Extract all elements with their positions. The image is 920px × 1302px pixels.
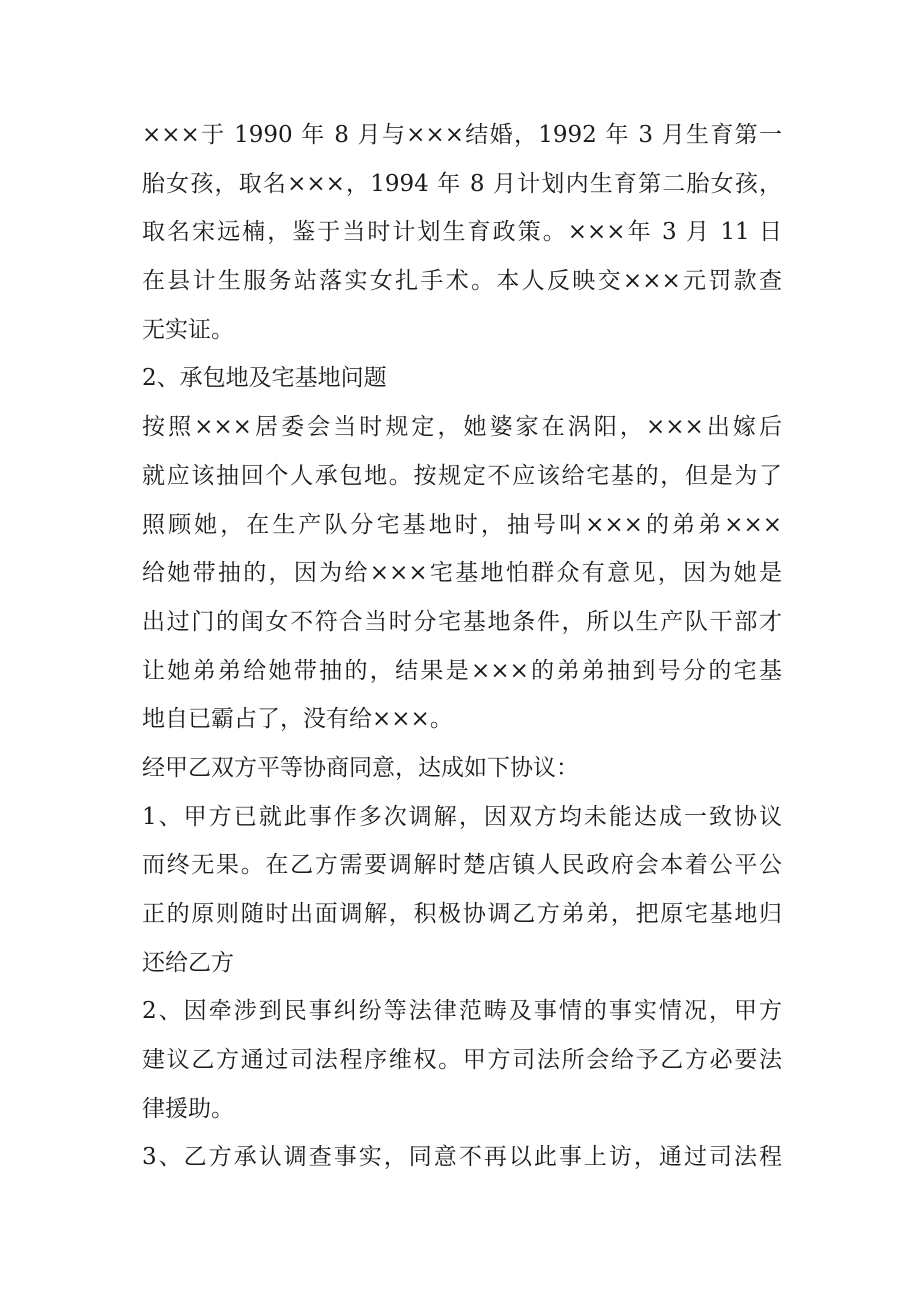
text-line: 律援助。 (142, 1095, 234, 1122)
text-line: 在县计生服务站落实女扎手术。本人反映交×××元罚款查 (142, 268, 782, 295)
text-line: 而终无果。在乙方需要调解时楚店镇人民政府会本着公平公 (142, 852, 782, 879)
text-line: 建议乙方通过司法程序维权。甲方司法所会给予乙方必要法 (142, 1047, 782, 1074)
text-line: 无实证。 (142, 316, 234, 343)
text-line: 照顾她，在生产队分宅基地时，抽号叫×××的弟弟××× (142, 511, 782, 538)
agreement-item-2: 2、因牵涉到民事纠纷等法律范畴及事情的事实情况，甲方 (142, 998, 782, 1025)
text-line: 胎女孩，取名×××，1994 年 8 月计划内生育第二胎女孩， (142, 170, 782, 197)
text-line: 给她带抽的，因为给×××宅基地怕群众有意见，因为她是 (142, 560, 782, 587)
text-line: 经甲乙双方平等协商同意，达成如下协议： (142, 754, 579, 781)
text-line: 地自已霸占了，没有给×××。 (142, 706, 453, 733)
text-line: 还给乙方 (142, 949, 234, 976)
text-line: 出过门的闺女不符合当时分宅基地条件，所以生产队干部才 (142, 608, 782, 635)
agreement-item-3: 3、乙方承认调查事实，同意不再以此事上访，通过司法程 (142, 1144, 782, 1171)
text-line: 取名宋远楠，鉴于当时计划生育政策。×××年 3 月 11 日 (142, 219, 782, 246)
document-body (142, 111, 782, 1182)
text-line: 让她弟弟给她带抽的，结果是×××的弟弟抽到号分的宅基 (142, 657, 782, 684)
agreement-item-1: 1、甲方已就此事作多次调解，因双方均未能达成一致协议 (142, 803, 782, 830)
text-line: 就应该抽回个人承包地。按规定不应该给宅基的，但是为了 (142, 462, 782, 489)
section-heading: 2、承包地及宅基地问题 (142, 365, 387, 392)
text-line: 按照×××居委会当时规定，她婆家在涡阳，×××出嫁后 (142, 414, 782, 441)
text-line: 正的原则随时出面调解，积极协调乙方弟弟，把原宅基地归 (142, 901, 782, 927)
text-line: ×××于 1990 年 8 月与×××结婚，1992 年 3 月生育第一 (142, 122, 782, 148)
